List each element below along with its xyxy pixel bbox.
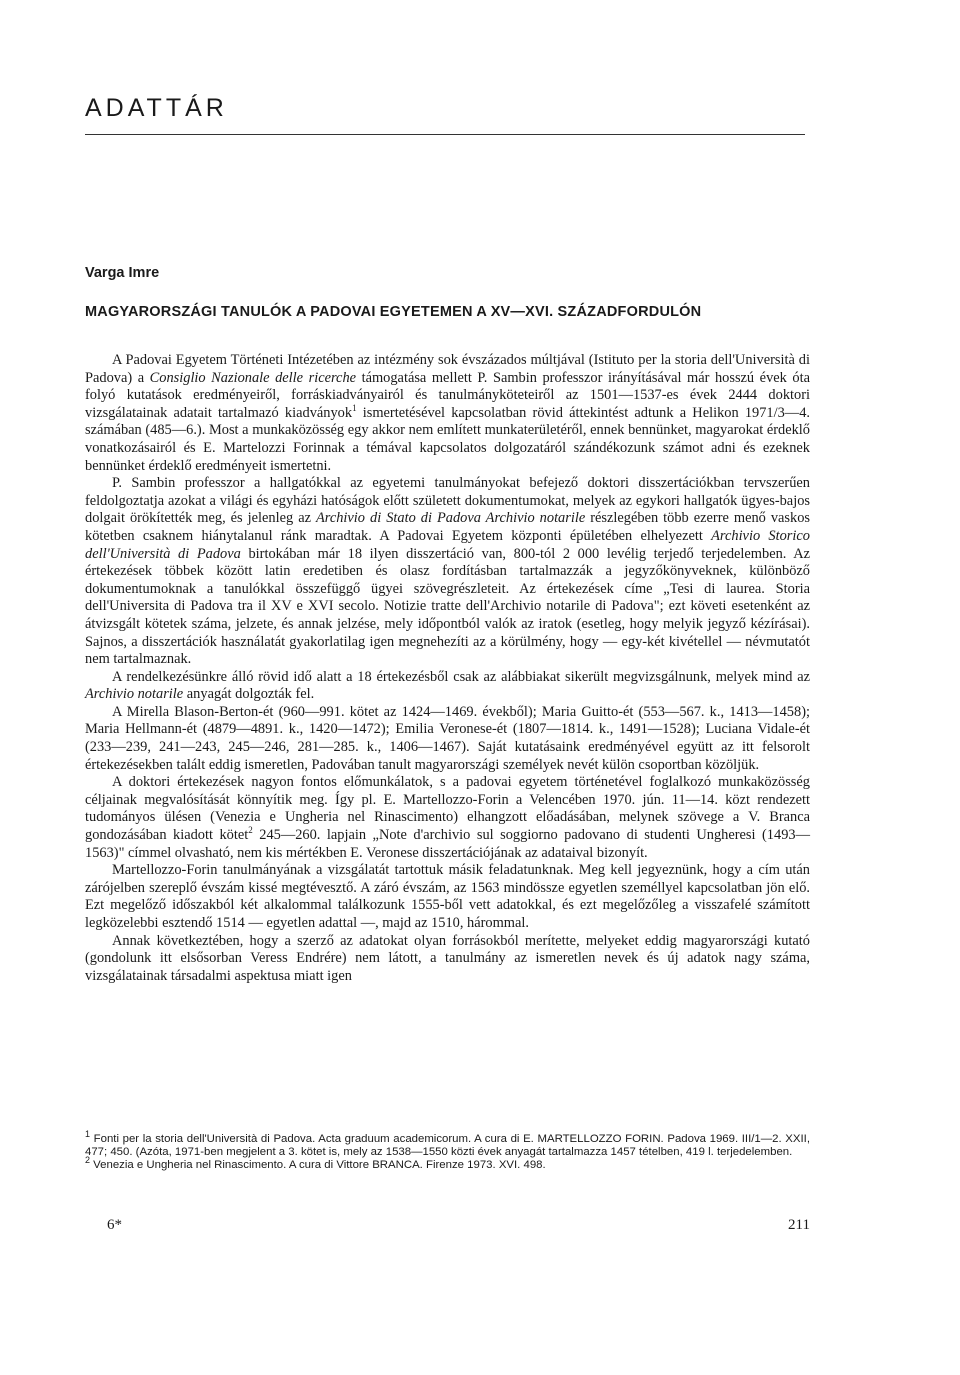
article-title: MAGYARORSZÁGI TANULÓK A PADOVAI EGYETEMEN A XV—XVI. SZÁZADFORDULÓN bbox=[85, 304, 702, 320]
text-run: anyagát dolgozták fel. bbox=[183, 686, 315, 703]
footnotes bbox=[85, 1129, 810, 1172]
text-run: ismertetésével kapcsolatban rövid áttekintést adtunk a Helikon 1971/3—4. számában (485—6.). Most a munkaközösség egy akkor nem említett munkaterületéről, ennek bennünket, magyarokat érdeklő vonatkozásairól és E. Martelozzi Forinnak a témával kapcsolatos dolgozatáról szándékozunk számot adni és ezeknek bennünket érdeklő eredményeit ismertetni. bbox=[85, 404, 810, 474]
paragraph bbox=[85, 669, 810, 704]
paragraph bbox=[85, 475, 810, 669]
paragraph bbox=[85, 774, 810, 862]
paragraph: Annak következtében, hogy a szerző az adatokat olyan forrásokból merítette, melyeket eddig magyarországi kutató (gondolunk itt elsősorban Veress Endrére) nem látott, a tanulmány az ismeretlen nevek és új adatok nagy száma, vizsgálatainak társadalmi aspektusa miatt igen bbox=[85, 932, 810, 984]
footnote-mark: 2 bbox=[85, 1155, 91, 1166]
section-title: ADATTÁR bbox=[85, 94, 228, 122]
header-rule bbox=[85, 134, 805, 135]
text-run: A rendelkezésünkre álló rövid idő alatt a 18 értekezésből csak az alábbiakat sikerült megvizsgálnunk, melyek mind az bbox=[112, 668, 810, 685]
page-number: 211 bbox=[788, 1217, 810, 1233]
footnote bbox=[85, 1155, 810, 1172]
text-run: birtokában már 18 ilyen disszertáció van, 800-tól 2 000 levélig terjedő terjedelemben. Az értekezések többek között latin eredetiben és olasz fordításban tartalmazzák a jegyzőkönyveknek, különböző dokumentumoknak a tanulókkal összefüggő ügyei szövegrészleteit. Az értekezések címe „Tesi di laurea. Storia dell'Universita di Padova tra il XV e XVI secolo. Notizie tratte dell'Archivio notarile di Padova"; ezt követi esetenként az átvizsgált kötetek száma, jelzete, és annak jelzése, mely időpontból valók az iratok (esetleg, hogy melyik jegyző kézírásai). Sajnos, a disszertációk használatát gyakorlatilag igen megnehezíti az a körülmény, hogy — egy-két kivétellel — névmutatót nem tartalmaznak. bbox=[85, 545, 810, 668]
paragraph bbox=[85, 352, 810, 475]
footnote-mark: 1 bbox=[85, 1129, 91, 1140]
text-run: részlegében több ezerre menő vaskos kötetben csaknem hiánytalanul ránk maradtak. A Padovai Egyetem központi épületében elhelyezett bbox=[85, 510, 811, 544]
text-run: támogatása mellett P. Sambin professzor irányításával már hosszú évek óta folyó kutatások eredményeiről, forráskiadványairól és tanulmányköteteiről az 1501—1537-es évek 2444 doktori vizsgálatainak adatait tartalmazó kiadványok bbox=[85, 369, 810, 421]
italic-text: Archivio notarile bbox=[85, 686, 184, 703]
page bbox=[85, 0, 810, 1375]
italic-text: Archivio Storico dell'Università di Padova bbox=[85, 527, 810, 562]
footnote bbox=[85, 1129, 810, 1159]
signature-mark: 6* bbox=[107, 1217, 122, 1233]
paragraph: Martellozzo-Forin tanulmányának a vizsgálatát tartottuk másik feladatunknak. Meg kell jegyeznünk, hogy a cím után zárójelben szereplő évszám kissé megtévesztő. A záró évszám, az 1563 mindössze egyetlen személlyel kapcsolatban jön elő. Ezt megelőző időszakból két alkalommal találkozunk 1555-ből vett adatokkal, és ezt megelőzőleg a visszafelé számított legközelebbi esztendő 1514 — egyetlen adattal —, majd az 1510, hárommal. bbox=[85, 862, 810, 931]
italic-text: Archivio di Stato di Padova Archivio notarile bbox=[315, 510, 586, 527]
text-run: A Padovai Egyetem Történeti Intézetében az intézmény sok évszázados múltjával (Istituto per la storia dell'Università di Padova) a bbox=[85, 352, 810, 386]
footnote-ref: 2 bbox=[248, 825, 253, 836]
text-run: A doktori értekezések nagyon fontos előmunkálatok, s a padovai egyetem történetével foglalkozó munkaközösség céljainak megvalósítását könnyítik meg. Így pl. E. Martellozzo-Forin a Velencében 1970. jún. 11—14. közt rendezett tudományos ülésen (Venezia e Ungheria nel Rinascimento) elhangzott előadásában, melynek szövege a V. Branca gondozásában kiadott kötet bbox=[85, 774, 810, 844]
text-run: 245—260. lapjain „Note d'archivio sul soggiorno padovano di studenti Ungheresi (1493—1563)" címmel olvasható, nem kis mértékben E. Veronese disszertációjának az adataival bizonyít. bbox=[85, 827, 810, 861]
italic-text: Consiglio Nazionale delle ricerche bbox=[149, 369, 357, 386]
footnote-text: Fonti per la storia dell'Università di Padova. Acta graduum academicorum. A cura di E. MARTELLOZZO FORIN. Padova 1969. III/1—2. XXII, 477; 450. (Azóta, 1971-ben megjelent a 3. kötet is, mely az 1538—1550 közti évek anyagát tartalmazza 1457 tételben, 419 l. terjedelemben. bbox=[85, 1133, 810, 1158]
text-run: P. Sambin professzor a hallgatókkal az egyetemi tanulmányokat befejező doktori disszertációkban tervszerűen feldolgoztatja azokat a világi és egyházi hatóságok előtt született dokumentumokat, melyek az egykori hallgatók ügyes-bajos dolgait örökítették meg, és jelenleg az bbox=[85, 475, 810, 527]
footnote-ref: 1 bbox=[352, 402, 357, 413]
author-name: Varga Imre bbox=[85, 265, 160, 281]
article-body bbox=[85, 352, 810, 985]
footnote-text: Venezia e Ungheria nel Rinascimento. A cura di Vittore BRANCA. Firenze 1973. XVI. 498. bbox=[90, 1159, 546, 1171]
paragraph: A Mirella Blason-Berton-ét (960—991. kötet az 1424—1469. évekből); Maria Guitto-ét (553—567. k., 1413—1458); Maria Hellmann-ét (4879—4891. k., 1420—1472); Emilia Veronese-ét (1807—1814. k., 1491—1528); Luciana Vidale-ét (233—239, 241—243, 245—246, 281—285. k., 1406—1467). Saját kutatásaink eredményével együtt az itt felsorolt értekezésekben talált eddig ismeretlen, Padovában tanult magyarországi személyek nevét külön csoportban közöljük. bbox=[85, 703, 810, 773]
